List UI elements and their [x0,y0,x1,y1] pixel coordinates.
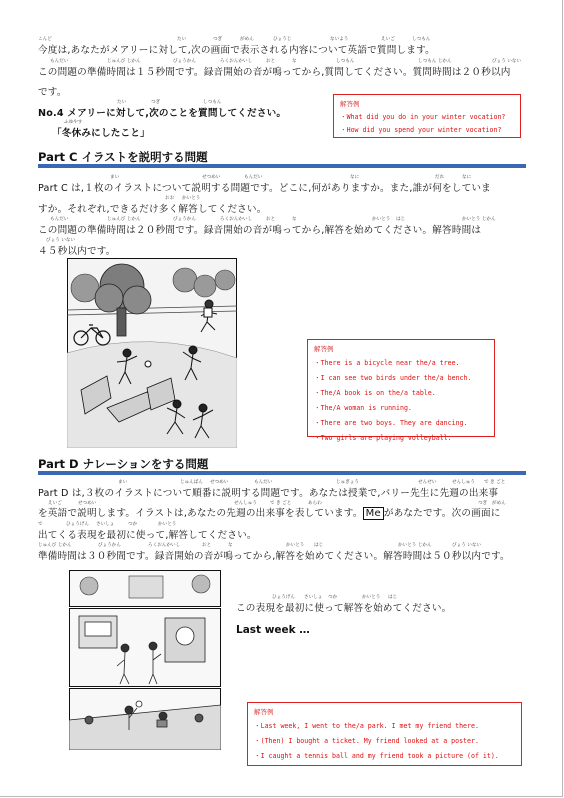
answer-box-no4 [333,94,521,138]
ruby: びょうかん [173,59,196,64]
ruby: つか [128,522,138,527]
part-c-line-2: すか。それぞれ,できるだけ多く解答してください。 [38,204,267,215]
me-label: Me [363,507,384,520]
intro-line-1: 今度は,あなたがメアリーに対して,次の画面で表示される内容について英語で質問します。 [38,45,435,56]
ruby: ろくおんかいし [220,59,253,64]
intro-line-3: です。 [38,87,67,98]
ruby: はじ [314,543,324,548]
ruby: だれ [435,175,445,180]
answer-item: ・How did you spend your winter vocation? [340,126,502,134]
ruby: じゅんび じかん [107,59,141,64]
ruby: ひょうじ [273,37,292,42]
section-title-part-d: Part D ナレーションをする問題 [38,457,209,471]
ruby: ろくおんかいし [148,543,181,548]
ruby: もんだい [50,59,69,64]
ruby: ないよう [330,37,349,42]
part-d-line-4: 準備時間は３０秒間です。録音開始の音が鳴ってから,解答を始めてください。解答時間は５０秒以内です。 [38,551,510,562]
ruby: つぎ [151,100,161,105]
ruby: たい [177,37,187,42]
answer-item: ・Last week, I went to the/a park. I met my friend there. [254,722,479,730]
ruby: びょう いない [492,59,522,64]
section-title-part-c: Part C イラストを説明する問題 [38,150,208,164]
ruby: かいとう [182,196,201,201]
ruby: しつもん じかん [418,59,452,64]
part-d-line-2 [38,505,501,520]
answer-item: ・There is a bicycle near the/a tree. [314,359,460,367]
answer-item: ・The/A book is on the/a table. [314,389,436,397]
ruby: なに [462,175,472,180]
section-divider [38,164,526,168]
ruby: もんだい [50,217,69,222]
ruby: じゅんばん [180,480,203,485]
answer-header: 解答例 [340,100,360,108]
ruby: もんだい [244,175,263,180]
park-scene-image [67,258,237,448]
question-no4: No.4 メアリーに対して,次のことを質問してください。 [38,108,287,119]
ruby: あらわ [308,501,322,506]
ruby: で き ごと [270,501,292,506]
ruby: はじ [388,595,398,600]
ruby: がめん [240,37,254,42]
part-c-line-3: この問題の準備時間は２０秒間です。録音開始の音が鳴ってから,解答を始めてください。解答時間は [38,225,482,236]
ruby: じゅんび じかん [107,217,141,222]
ruby: えいご [381,37,395,42]
part-c-line-1: Part C は,１枚のイラストについて説明する問題です。どこに,何がありますか。また,誰が何をしていま [38,183,491,194]
ruby: な [228,543,233,548]
ruby: せんしゅう [234,501,257,506]
ruby: まい [118,480,128,485]
part-d-line-2-a: を英語で説明します。イラストは,あなたの先週の出来事を表しています。 [38,508,363,519]
ruby: かいとう [286,543,305,548]
answer-header: 解答例 [254,708,274,716]
prompt-last-week: Last week … [236,624,310,636]
ruby: せつめい [210,480,229,485]
ruby: な [292,217,297,222]
part-d-instruction: この表現を最初に使って解答を始めてください。 [236,603,452,614]
ruby: おと [266,217,276,222]
answer-box-part-d [247,702,522,766]
ruby: おと [266,59,276,64]
answer-item: ・Two girls are playing volleyball. [314,434,452,442]
ruby: せつめい [78,501,97,506]
ruby: せんせい [418,480,437,485]
answer-item: ・There are two boys. They are dancing. [314,419,468,427]
intro-line-2: この問題の準備時間は１５秒間です。録音開始の音が鳴ってから,質問してください。質問時間は２０秒以内 [38,67,511,78]
ruby: かいとう [362,595,381,600]
ruby: かいとう [158,522,177,527]
part-d-line-1: Part D は,３枚のイラストについて順番に説明する問題です。あなたは授業で,バリー先生に先週の出来事 [38,488,499,499]
ruby: ひょうげん [272,595,295,600]
answer-item: ・I caught a tennis ball and my friend took a picture (of it). [254,752,499,760]
ruby: もんだい [254,480,273,485]
answer-item: ・(Then) I bought a ticket. My friend looked at a poster. [254,737,479,745]
question-no4-topic: 「冬休みにしたこと」 [52,128,150,139]
ruby: なに [350,175,360,180]
ruby: まい [110,175,120,180]
answer-item: ・The/A woman is running. [314,404,412,412]
section-divider [38,471,526,475]
ruby: えいご [48,501,62,506]
ruby: はじ [396,217,406,222]
ruby: こんど [38,37,52,42]
ruby: な [292,59,297,64]
ruby: びょうかん [98,543,121,548]
park-illustration [67,258,237,448]
ruby: おお [165,196,175,201]
part-d-line-2-b: があなたです。次の画面に [383,508,501,519]
ruby: びょう いない [452,543,482,548]
answer-item: ・What did you do in your winter vocation? [340,113,506,121]
ruby: ひょうげん [66,522,89,527]
ruby: ろくおんかいし [220,217,253,222]
answer-item: ・I can see two birds under the/a bench. [314,374,472,382]
ruby: びょうかん [173,217,196,222]
ruby: かいとう じかん [398,543,432,548]
ruby: おと [202,543,212,548]
ruby: かいとう [372,217,391,222]
ruby: かいとう じかん [462,217,496,222]
ruby: で [38,522,43,527]
ruby: ふゆやす [64,120,83,125]
ruby: つか [328,595,338,600]
story-illustration [69,570,221,750]
ruby: せんしゅう [452,480,475,485]
answer-header: 解答例 [314,345,334,353]
ruby: つぎ [213,37,223,42]
ruby: さいしょ [96,522,115,527]
three-panel-story-image [69,570,221,750]
ruby: しつもん [336,59,355,64]
ruby: しつもん [412,37,431,42]
part-d-line-3: 出てくる表現を最初に使って,解答してください。 [38,530,257,541]
ruby: じゅぎょう [336,480,359,485]
ruby: びょう いない [46,238,76,243]
answer-box-part-c [307,339,495,442]
ruby: さいしょ [304,595,323,600]
ruby: つぎ [478,501,488,506]
ruby: しつもん [203,100,222,105]
part-c-line-4: ４５秒以内です。 [38,246,116,257]
ruby: がめん [492,501,506,506]
ruby: せつめい [202,175,221,180]
ruby: で き ごと [484,480,506,485]
ruby: たい [117,100,127,105]
ruby: じゅんび じかん [38,543,72,548]
